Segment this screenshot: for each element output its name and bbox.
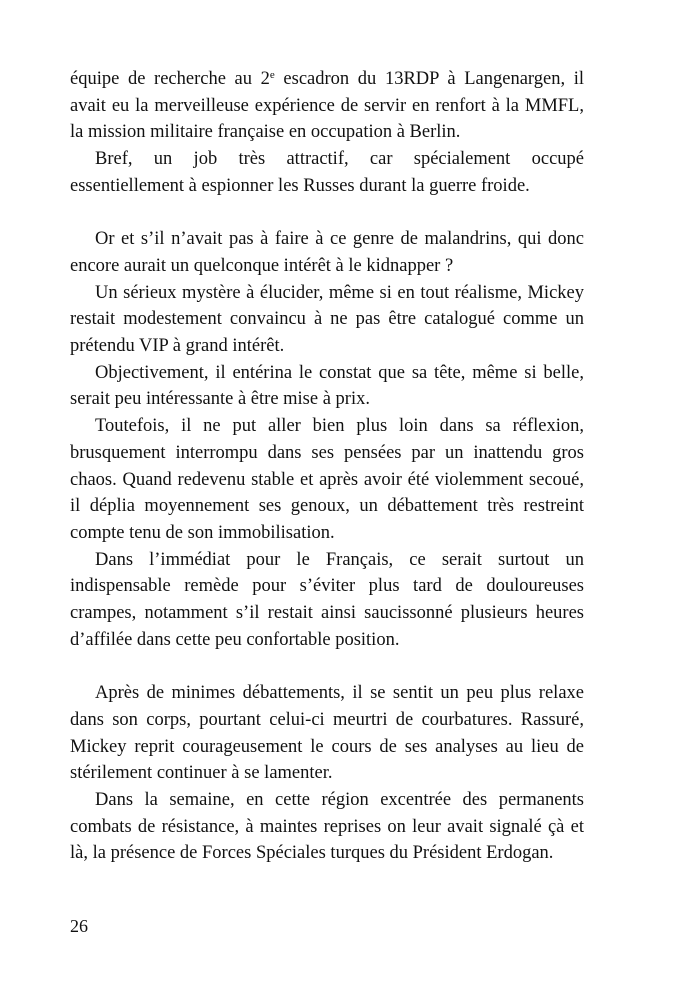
paragraph-2: Bref, un job très attractif, car spécialement occupé essentiellement à espionner les Russes durant la guerre froide. [70,149,584,196]
section-gap [70,200,584,227]
paragraph-4: Un sérieux mystère à élucider, même si en tout réalisme, Mickey restait modestement convaincu à ne pas être catalogué comme un prétendu VIP à grand intérêt. [70,282,584,357]
paragraph-5: Objectivement, il entérina le constat que sa tête, même si belle, serait peu intéressante à être mise à prix. [70,362,584,410]
paragraph-9: Dans la semaine, en cette région excentrée des permanents combats de résistance, à maintes reprises on leur avait signalé çà et là, la présence de Forces Spéciales turques du Président Erdogan. [70,789,584,864]
page-number: 26 [70,916,88,936]
paragraph-1-rest: escadron du 13RDP à Langenargen, il avait eu la merveilleuse expérience de servir en renfort à la MMFL, la mission militaire française en occupation à Berlin. [70,69,584,143]
paragraph-6: Toutefois, il ne put aller bien plus loin dans sa réflexion, brusquement interrompu dans ses pensées par un inattendu gros chaos. Quand redevenu stable et après avoir été violemment secoué, il déplia moyennement ses genoux, un débattement très restreint compte tenu de son immobilisation. [70,416,584,543]
paragraph-1-start: équipe de recherche au 2 [70,69,270,89]
paragraph-7: Dans l’immédiat pour le Français, ce serait surtout un indispensable remède pour s’éviter plus tard de douloureuses crampes, notamment s’il restait ainsi saucissonné plusieurs heures d’affilée dans cette peu confortable position. [70,549,584,650]
section-gap [70,653,584,680]
paragraph-1 [70,66,584,146]
paragraph-8: Après de minimes débattements, il se sentit un peu plus relaxe dans son corps, pourtant celui-ci meurtri de courbatures. Rassuré, Mickey reprit courageusement le cours de ses analyses au lieu de stérilement continuer à se lamenter. [70,683,584,784]
paragraph-3: Or et s’il n’avait pas à faire à ce genre de malandrins, qui donc encore aurait un quelconque intérêt à le kidnapper ? [70,229,584,276]
page-body [70,66,584,867]
superscript-e: e [269,69,275,81]
